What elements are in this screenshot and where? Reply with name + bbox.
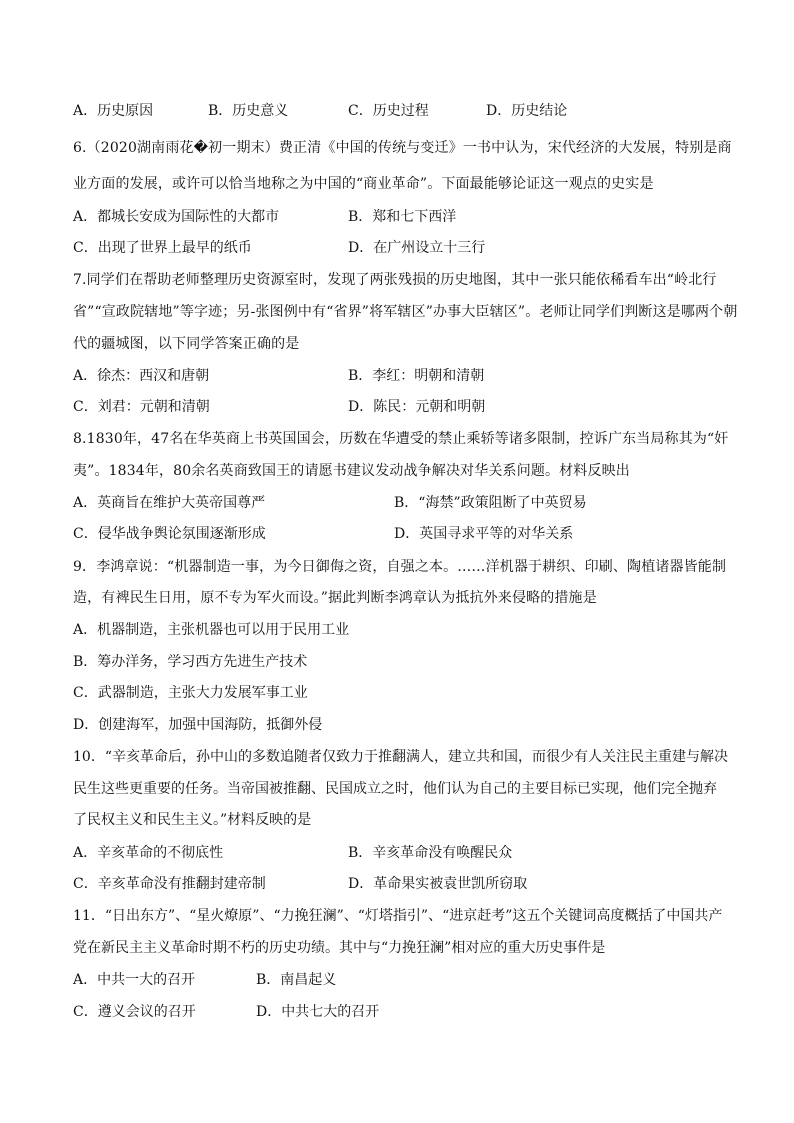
- q6-stem-line-1: 6.（2020湖南雨花�初一期末）费正清《中国的传统与变迁》一书中认为，宋代经济的大发展，特别是商: [73, 140, 732, 156]
- q11-option-c: C．遵义会议的召开: [73, 1004, 196, 1020]
- q11-option-d: D．中共七大的召开: [256, 1004, 380, 1020]
- q5-option-a: A．历史原因: [73, 103, 154, 119]
- q6-option-c: C．出现了世界上最早的纸币: [73, 240, 252, 256]
- q10-stem: 10．“辛亥革命后，孙中山的多数追随者仅致力于推翻满人，建立共和国，而很少有人关注民主重建与解决民生这些更重要的任务。当帝国被推翻、民国成立之时，他们认为自己的主要目标已实现，他们完全抛弃了民权主义和民生主义。”材料反映的是: [73, 749, 728, 828]
- q8-option-b: B．“海禁”政策阻断了中英贸易: [394, 495, 587, 511]
- q5-option-d: D．历史结论: [486, 103, 568, 119]
- q7-option-a: A．徐杰：西汉和唐朝: [73, 368, 210, 384]
- q7-stem-line-1: 7.同学们在帮助老师整理历史资源室时，发现了两张残损的历史地图，其中一张只能依稀看车出“岭北行: [73, 272, 717, 288]
- q9-option-c: C．武器制造，主张大力发展军事工业: [73, 685, 308, 701]
- q6-stem-line-2: 业方面的发展，或许可以恰当地称之为中国的“商业革命”。下面最能够论证这一观点的史实是: [73, 176, 654, 192]
- q10-option-a: A．辛亥革命的不彻底性: [73, 845, 224, 861]
- q5-option-c: C．历史过程: [348, 103, 429, 119]
- q6-option-d: D．在广州设立十三行: [348, 240, 486, 256]
- q8-option-c: C．侵华战争舆论氛围逐渐形成: [73, 526, 266, 542]
- q8-stem-line-2: 夷”。1834年，80余名英商致国王的请愿书建议发动战争解决对华关系问题。材料反映出: [73, 463, 630, 479]
- q7-option-b: B．李红：明朝和清朝: [348, 368, 485, 384]
- q7-stem-line-3: 代的疆城图，以下同学答案正确的是: [73, 336, 300, 352]
- q8-option-a: A．英商旨在维护大英帝国尊严: [73, 495, 266, 511]
- q9-option-a: A．机器制造，主张机器也可以用于民用工业: [73, 622, 350, 638]
- q9-option-b: B．筹办洋务，学习西方先进生产技术: [73, 654, 308, 670]
- q6-option-a: A．都城长安成为国际性的大都市: [73, 209, 280, 225]
- q6-option-b: B．郑和七下西洋: [348, 209, 457, 225]
- q7-stem-line-2: 省”“宣政院辖地”等字迹；另-张图例中有“省界”将军辖区”办事大臣辖区”。老师让同学们判断这是哪两个朝: [73, 304, 738, 320]
- q8-stem-line-1: 8.1830年，47名在华英商上书英国国会，历数在华遭受的禁止乘轿等诸多限制，控诉广东当局称其为“奸: [73, 431, 729, 447]
- q10-option-c: C．辛亥革命没有推翻封建帝制: [73, 876, 266, 892]
- q11-stem: 11．“日出东方”、“星火燎原”、“力挽狂澜”、“灯塔指引”、“进京赶考”这五个关键词高度概括了中国共产党在新民主主义革命时期不朽的历史功绩。其中与“力挽狂澜”相对应的重大历史事件是: [73, 908, 723, 956]
- q11-option-a: A．中共一大的召开: [73, 972, 196, 988]
- q9-stem-line-2: 造，有裨民生日用，原不专为军火而设。”据此判断李鸿章认为抵抗外来侵略的措施是: [73, 590, 597, 606]
- q7-option-c: C．刘君：元朝和清朝: [73, 399, 210, 415]
- q10-option-b: B．辛亥革命没有唤醒民众: [348, 845, 513, 861]
- q9-option-d: D．创建海军，加强中国海防，抵御外侵: [73, 717, 323, 733]
- q8-option-d: D．英国寻求平等的对华关系: [394, 526, 574, 542]
- q5-option-b: B．历史意义: [208, 103, 289, 119]
- q11-option-b: B．南昌起义: [256, 972, 337, 988]
- q10-option-d: D．革命果实被袁世凯所窃取: [348, 876, 528, 892]
- q9-stem-line-1: 9．李鸿章说：“机器制造一事，为今日御侮之资，自强之本。……洋机器于耕织、印刷、陶植诸器皆能制: [73, 559, 727, 575]
- q7-option-d: D．陈民：元朝和明朝: [348, 399, 486, 415]
